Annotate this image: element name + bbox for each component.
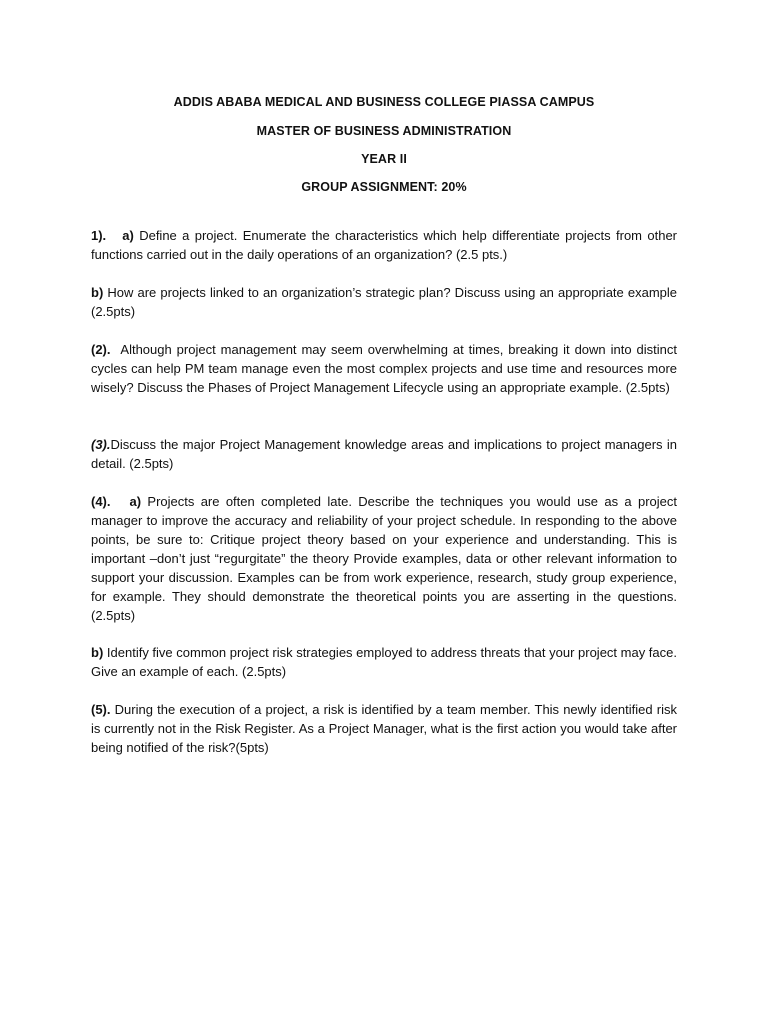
question-3-number: (3).: [91, 437, 111, 452]
question-4b: [91, 643, 677, 681]
college-title: ADDIS ABABA MEDICAL AND BUSINESS COLLEGE PIASSA CAMPUS: [173, 95, 595, 109]
question-2: [91, 340, 677, 397]
year-title: YEAR II: [361, 152, 407, 166]
question-4a-text: Projects are often completed late. Describe the techniques you would use as a project manager to improve the accuracy and reliability of your project schedule. In responding to the above points, be sure to: Critique project theory based on your experience and understanding. This is important –don’t just “regurgitate” the theory Provide examples, data or other relevant information to support your discussion. Examples can be from work experience, research, study group experience, for example. They should demonstrate the theoretical points you are asserting in the questions. (2.5pts): [91, 494, 678, 623]
question-4a: [91, 492, 677, 625]
question-2-number: (2).: [91, 342, 111, 357]
question-1-number: 1).: [91, 228, 107, 243]
question-1b-text: How are projects linked to an organization’s strategic plan? Discuss using an appropriate example (2.5pts): [91, 285, 677, 319]
program-title: MASTER OF BUSINESS ADMINISTRATION: [256, 124, 512, 138]
question-5: [91, 700, 677, 757]
question-4-number: (4).: [91, 494, 111, 509]
question-4a-part: a): [129, 494, 142, 509]
question-3: [91, 435, 677, 473]
question-4b-part: b): [91, 645, 104, 660]
question-5-text: During the execution of a project, a risk is identified by a team member. This newly identified risk is currently not in the Risk Register. As a Project Manager, what is the first action you would take after being notified of the risk?(5pts): [91, 702, 677, 755]
question-3-text: Discuss the major Project Management knowledge areas and implications to project managers in detail. (2.5pts): [91, 437, 677, 471]
question-5-number: (5).: [91, 702, 111, 717]
question-1a: [91, 226, 677, 264]
question-1a-text: Define a project. Enumerate the characteristics which help differentiate projects from other functions carried out in the daily operations of an organization? (2.5 pts.): [91, 228, 678, 262]
question-1b: [91, 283, 677, 321]
question-1a-part: a): [122, 228, 134, 243]
assignment-title: GROUP ASSIGNMENT: 20%: [301, 180, 467, 194]
question-4b-text: Identify five common project risk strategies employed to address threats that your project may face. Give an example of each. (2.5pts): [91, 645, 677, 679]
question-2-text: Although project management may seem overwhelming at times, breaking it down into distinct cycles can help PM team manage even the most complex projects and use time and resources more wisely? Discuss the Phases of Project Management Lifecycle using an appropriate example. (2.5pts): [91, 342, 677, 395]
question-1b-part: b): [91, 285, 104, 300]
